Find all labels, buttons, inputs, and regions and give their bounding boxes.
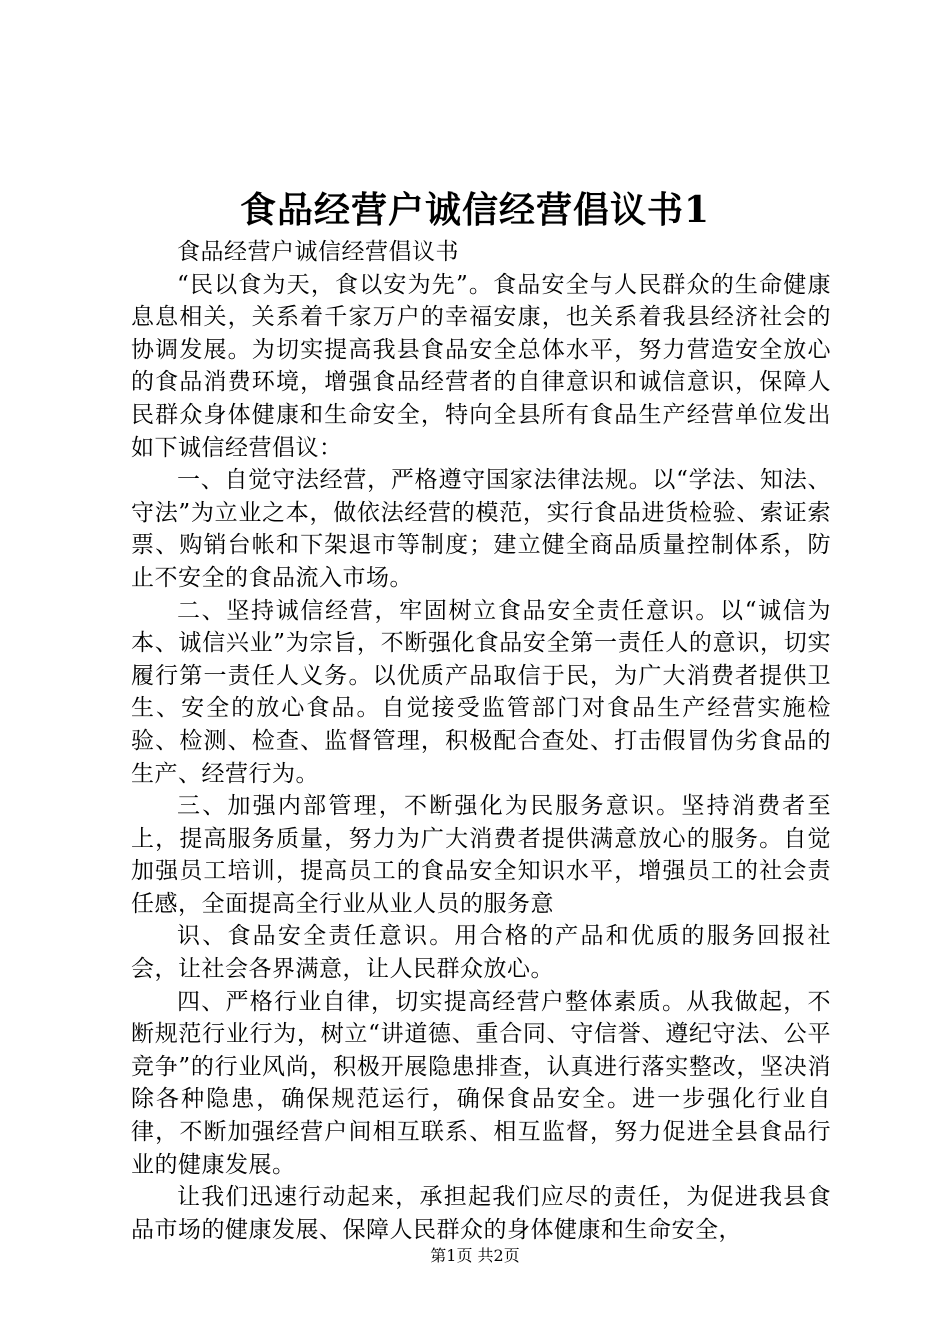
- document-title: 食品经营户诚信经营倡议书1: [239, 189, 711, 231]
- paragraph-item-3-continued: 识、食品安全责任意识。用合格的产品和优质的服务回报社会，让社会各界满意，让人民群众放心。: [131, 923, 831, 983]
- document-subtitle: 食品经营户诚信经营倡议书: [177, 239, 459, 265]
- document-body: [131, 236, 831, 1246]
- paragraph-intro: “民以食为天，食以安为先”。食品安全与人民群众的生命健康息息相关，关系着千家万户的幸福安康，也关系着我县经济社会的协调发展。为切实提高我县食品安全总体水平，努力营造安全放心的食品消费环境，增强食品经营者的自律意识和诚信意识，保障人民群众身体健康和生命安全，特向全县所有食品生产经营单位发出如下诚信经营倡议：: [131, 271, 831, 461]
- paragraph-item-2: 二、坚持诚信经营，牢固树立食品安全责任意识。以“诚信为本、诚信兴业”为宗旨，不断强化食品安全第一责任人的意识，切实履行第一责任人义务。以优质产品取信于民，为广大消费者提供卫生、安全的放心食品。自觉接受监管部门对食品生产经营实施检验、检测、检查、监督管理，积极配合查处、打击假冒伪劣食品的生产、经营行为。: [131, 597, 831, 787]
- paragraph-item-1: 一、自觉守法经营，严格遵守国家法律法规。以“学法、知法、守法”为立业之本，做依法经营的模范，实行食品进货检验、索证索票、购销台帐和下架退市等制度；建立健全商品质量控制体系，防止不安全的食品流入市场。: [131, 467, 831, 591]
- page-number-footer: 第1页 共2页: [430, 1246, 520, 1265]
- paragraph-item-4: 四、严格行业自律，切实提高经营户整体素质。从我做起，不断规范行业行为，树立“讲道德、重合同、守信誉、遵纪守法、公平竞争”的行业风尚，积极开展隐患排查，认真进行落实整改，坚决消除各种隐患，确保规范运行，确保食品安全。进一步强化行业自律，不断加强经营户间相互联系、相互监督，努力促进全县食品行业的健康发展。: [131, 988, 831, 1178]
- paragraph-closing: 让我们迅速行动起来，承担起我们应尽的责任，为促进我县食品市场的健康发展、保障人民群众的身体健康和生命安全，: [131, 1184, 831, 1243]
- paragraph-item-3: 三、加强内部管理，不断强化为民服务意识。坚持消费者至上，提高服务质量，努力为广大消费者提供满意放心的服务。自觉加强员工培训，提高员工的食品安全知识水平，增强员工的社会责任感，全面提高全行业从业人员的服务意: [131, 793, 831, 917]
